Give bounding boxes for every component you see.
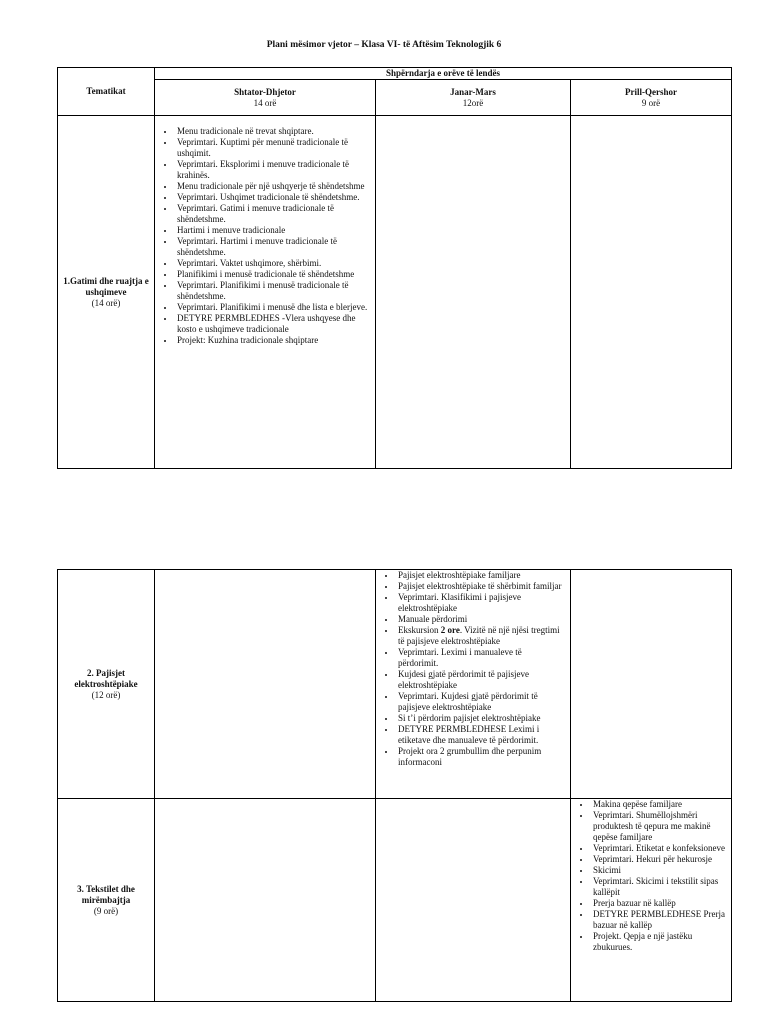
list-item: • Veprimtari. Eksplorimi i menuve tradicionale të krahinës. (175, 159, 369, 181)
list-item: • Veprimtari. Kujdesi gjatë përdorimit të pajisjeve elektroshtëpiake (396, 691, 564, 713)
topic-cell-3: 3. Tekstilet dhe mirëmbajtja (9 orë) (58, 799, 155, 1002)
list-item: • Makina qepëse familjare (591, 799, 725, 810)
list-item: • Menu tradicionale për një ushqyerje të shëndetshme (175, 181, 369, 192)
list-item: • Veprimtari. Klasifikimi i pajisjeve elektroshtëpiake (396, 592, 564, 614)
header-topics: Tematikat (58, 68, 155, 116)
list-item: • Pajisjet elektroshtëpiake të shërbimit familjar (396, 581, 564, 592)
list-item: • Veprimtari. Hartimi i menuve tradicionale të shëndetshme. (175, 236, 369, 258)
list-item: • Planifikimi i menusë tradicionale të shëndetshme (175, 269, 369, 280)
topic-2-list (376, 570, 570, 768)
topic-3-period-2 (376, 799, 571, 1002)
list-item: • Projekt. Qepja e një jastëku zbukurues. (591, 931, 725, 953)
list-item: • Ekskursion 2 ore. Vizitë në një njësi tregtimi të pajisjeve elektroshtëpiake (396, 625, 564, 647)
list-item: • Skicimi (591, 865, 725, 876)
list-item: • Pajisjet elektroshtëpiake familjare (396, 570, 564, 581)
topic-1-period-2 (376, 116, 571, 469)
topic-1-period-1 (155, 116, 376, 469)
list-item: • Veprimtari. Hekuri për hekurosje (591, 854, 725, 865)
topic-cell-1: 1.Gatimi dhe ruajtja e ushqimeve (14 orë) (58, 116, 155, 469)
plan-table-page-top (57, 67, 732, 469)
list-item: • Kujdesi gjatë përdorimit të pajisjeve elektroshtëpiake (396, 669, 564, 691)
topic-2-period-3 (571, 570, 732, 799)
list-item: • Projekt: Kuzhina tradicionale shqiptare (175, 335, 369, 346)
table-row (58, 799, 732, 1002)
list-item: • DETYRE PERMBLEDHES -Vlera ushqyese dhe kosto e ushqimeve tradicionale (175, 313, 369, 335)
topic-3-period-1 (155, 799, 376, 1002)
list-item: • DETYRE PERMBLEDHESE Leximi i etiketave dhe manualeve të përdorimit. (396, 724, 564, 746)
list-item: • Veprimtari. Ushqimet tradicionale të shëndetshme. (175, 192, 369, 203)
list-item: • Veprimtari. Planifikimi i menusë dhe lista e blerjeve. (175, 302, 369, 313)
topic-2-period-1 (155, 570, 376, 799)
topic-2-period-2 (376, 570, 571, 799)
document-title: Plani mësimor vjetor – Klasa VI- të Aftësim Teknologjik 6 (266, 40, 502, 50)
topic-1-period-3 (571, 116, 732, 469)
list-item: • Veprimtari. Kuptimi për menunë tradicionale të ushqimit. (175, 137, 369, 159)
list-item: • Projekt ora 2 grumbullim dhe perpunim informaconi (396, 746, 564, 768)
topic-3-list (571, 799, 731, 953)
list-item: • Si t’i përdorim pajisjet elektroshtëpiake (396, 713, 564, 724)
header-period-1: Shtator-Dhjetor 14 orë (155, 80, 376, 116)
header-distribution: Shpërndarja e orëve të lendës (155, 68, 732, 80)
table-row (58, 116, 732, 469)
list-item: • Prerja bazuar në kallëp (591, 898, 725, 909)
list-item: • Veprimtari. Etiketat e konfeksioneve (591, 843, 725, 854)
list-item: • Veprimtari. Shumëllojshmëri produktesh të qepura me makinë qepëse familjare (591, 810, 725, 843)
list-item: • Veprimtari. Vaktet ushqimore, shërbimi. (175, 258, 369, 269)
list-item: • Hartimi i menuve tradicionale (175, 225, 369, 236)
table-row (58, 570, 732, 799)
topic-1-list (155, 126, 375, 346)
list-item: • Veprimtari. Leximi i manualeve të përdorimit. (396, 647, 564, 669)
list-item: • Manuale përdorimi (396, 614, 564, 625)
list-item: • Veprimtari. Gatimi i menuve tradicionale të shëndetshme. (175, 203, 369, 225)
header-period-2: Janar-Mars 12orë (376, 80, 571, 116)
topic-cell-2: 2. Pajisjet elektroshtëpiake (12 orë) (58, 570, 155, 799)
list-item: • DETYRE PERMBLEDHESE Prerja bazuar në kallëp (591, 909, 725, 931)
header-period-3: Prill-Qershor 9 orë (571, 80, 732, 116)
plan-table-page-bottom (57, 569, 732, 1002)
list-item: • Veprimtari. Skicimi i tekstilit sipas kallëpit (591, 876, 725, 898)
list-item: • Veprimtari. Planifikimi i menusë tradicionale të shëndetshme. (175, 280, 369, 302)
topic-3-period-3 (571, 799, 732, 1002)
list-item: • Menu tradicionale në trevat shqiptare. (175, 126, 369, 137)
